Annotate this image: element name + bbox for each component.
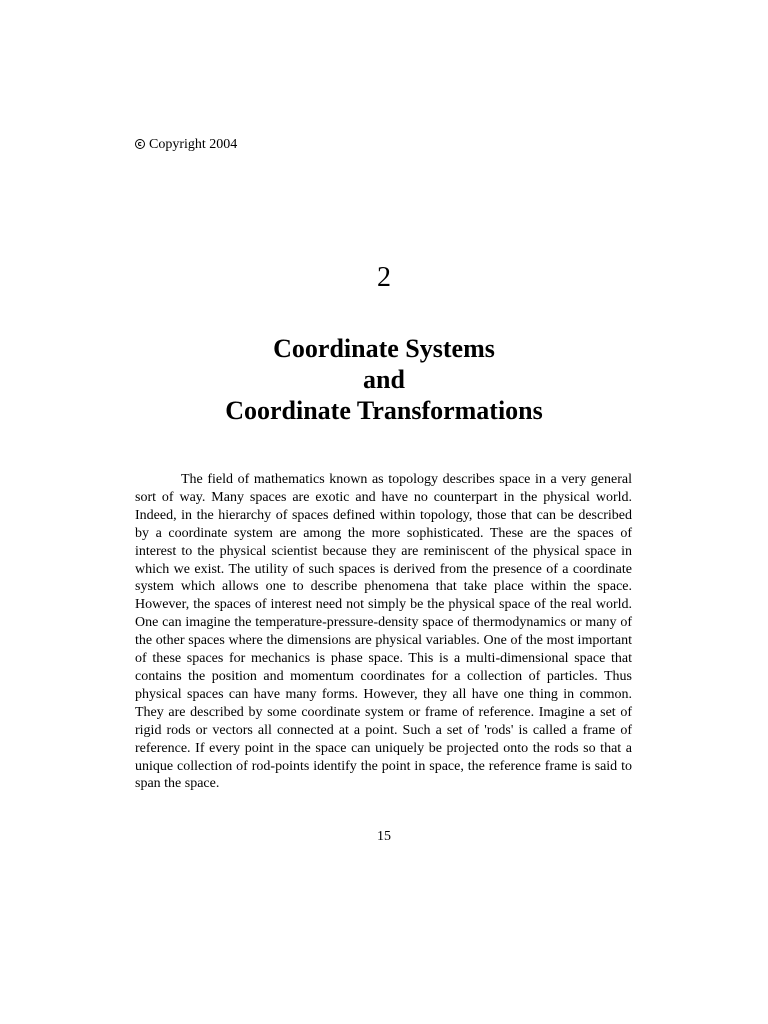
copyright-icon (135, 139, 145, 149)
copyright-text: Copyright 2004 (149, 137, 238, 152)
chapter-title-line-1: Coordinate Systems (273, 334, 495, 363)
chapter-number: 2 (377, 262, 391, 293)
chapter-title-line-2: and (363, 365, 405, 394)
copyright-notice (135, 136, 237, 154)
chapter-title (0, 333, 768, 426)
chapter-title-line-3: Coordinate Transformations (225, 396, 543, 425)
page-number: 15 (377, 829, 391, 844)
body-paragraph: The field of mathematics known as topology describes space in a very general sort of way. Many spaces are exotic and have no counterpart in the physical world. Indeed, in the hierarchy of spaces defined within topology, those that can be described by a coordinate system are among the more sophisticated. These are the spaces of interest to the physical scientist because they are reminiscent of the physical space in which we exist. The utility of such spaces is derived from the presence of a coordinate system which allows one to describe phenomena that take place within the space. However, the spaces of interest need not simply be the physical space of the real world. One can imagine the temperature-pressure-density space of thermodynamics or many of the other spaces where the dimensions are physical variables. One of the most important of these spaces for mechanics is phase space. This is a multi-dimensional space that contains the position and momentum coordinates for a collection of particles. Thus physical spaces can have many forms. However, they all have one thing in common. They are described by some coordinate system or frame of reference. Imagine a set of rigid rods or vectors all connected at a point. Such a set of 'rods' is called a frame of reference. If every point in the space can uniquely be projected onto the rods so that a unique collection of rod-points identify the point in space, the reference frame is said to span the space. (135, 472, 632, 792)
